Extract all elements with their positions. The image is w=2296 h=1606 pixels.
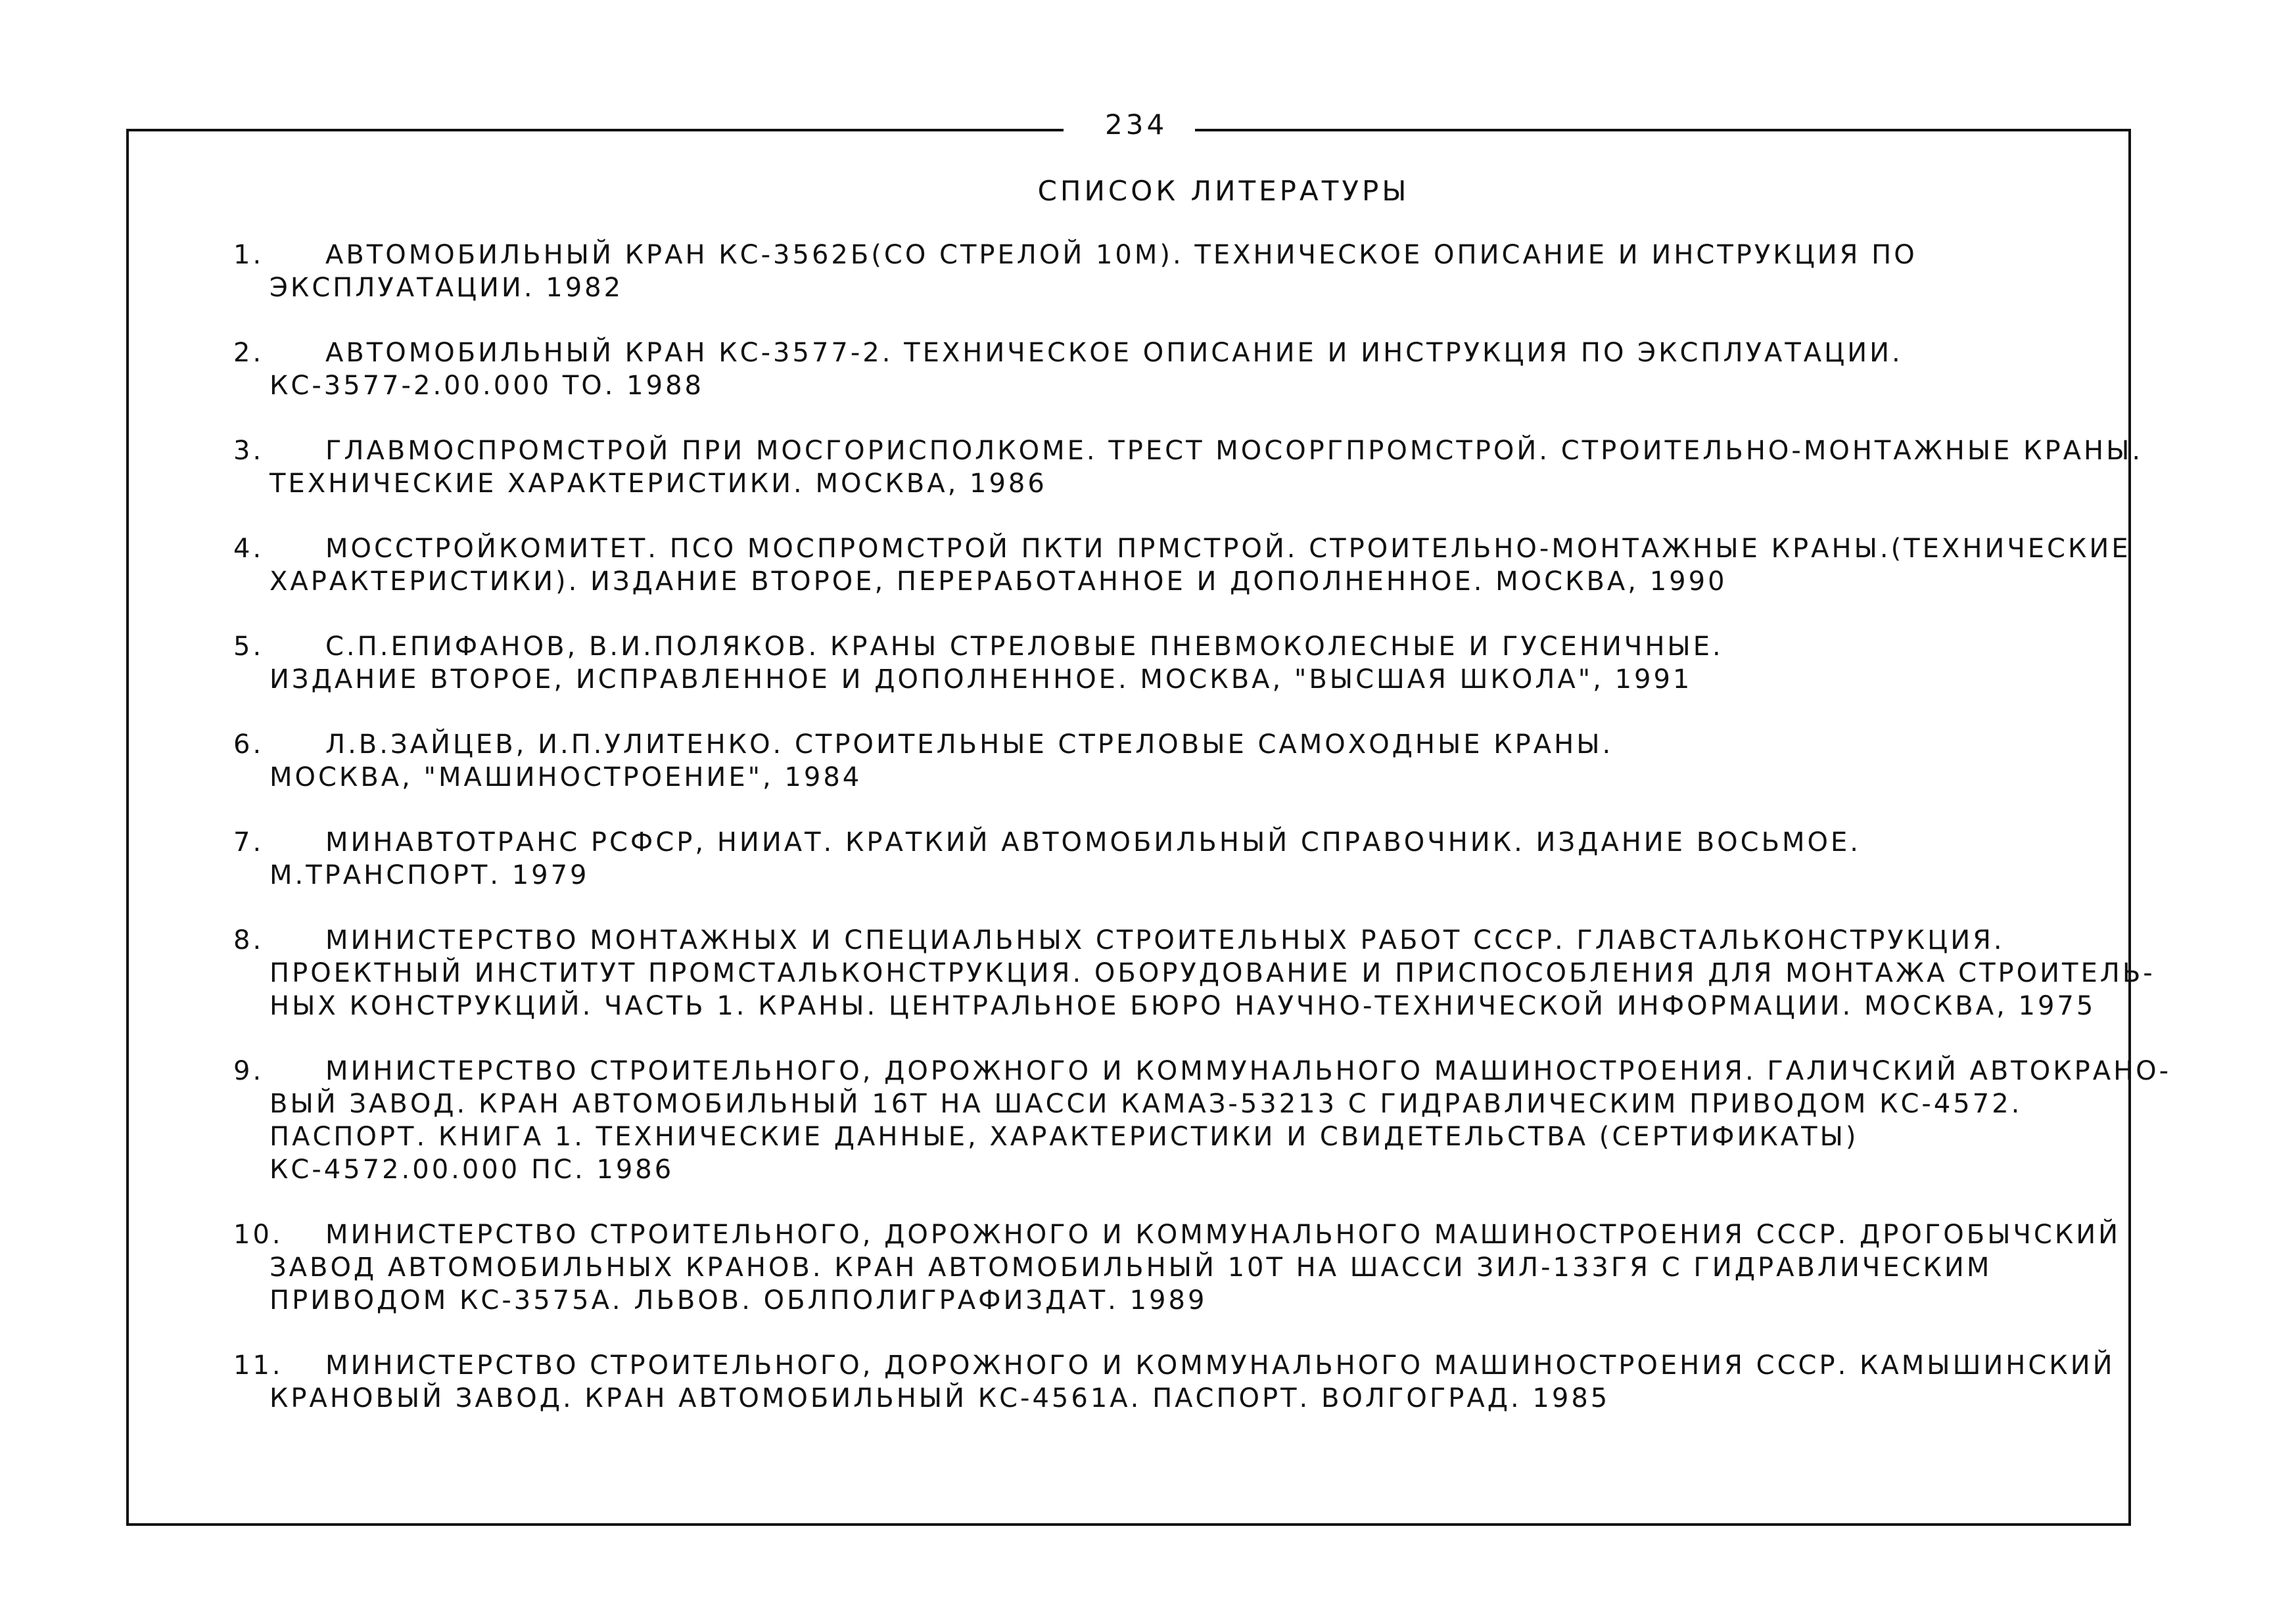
reference-text-line: ЗАВОД АВТОМОБИЛЬНЫХ КРАНОВ. КРАН АВТОМОБИЛЬНЫЙ 10Т НА ШАССИ ЗИЛ-133ГЯ С ГИДРАВЛИЧЕСКИМ bbox=[269, 1252, 1992, 1283]
reference-number: 6. bbox=[233, 729, 264, 760]
reference-text-line: МИНИСТЕРСТВО СТРОИТЕЛЬНОГО, ДОРОЖНОГО И КОММУНАЛЬНОГО МАШИНОСТРОЕНИЯ СССР. ДРОГОБЫЧСКИЙ bbox=[325, 1220, 2121, 1250]
reference-number: 1. bbox=[233, 240, 264, 270]
reference-number: 4. bbox=[233, 534, 264, 564]
reference-text-line: ХАРАКТЕРИСТИКИ). ИЗДАНИЕ ВТОРОЕ, ПЕРЕРАБОТАННОЕ И ДОПОЛНЕННОЕ. МОСКВА, 1990 bbox=[269, 566, 1727, 597]
reference-text-line: АВТОМОБИЛЬНЫЙ КРАН КС-3577-2. ТЕХНИЧЕСКОЕ ОПИСАНИЕ И ИНСТРУКЦИЯ ПО ЭКСПЛУАТАЦИИ. bbox=[325, 338, 1903, 368]
reference-item bbox=[233, 239, 2126, 304]
reference-text-line: ВЫЙ ЗАВОД. КРАН АВТОМОБИЛЬНЫЙ 16Т НА ШАССИ КАМАЗ-53213 С ГИДРАВЛИЧЕСКИМ ПРИВОДОМ КС-4572. bbox=[269, 1089, 2023, 1119]
reference-item bbox=[233, 434, 2144, 500]
reference-text-line: ИЗДАНИЕ ВТОРОЕ, ИСПРАВЛЕННОЕ И ДОПОЛНЕННОЕ. МОСКВА, "ВЫСШАЯ ШКОЛА", 1991 bbox=[269, 664, 1693, 695]
reference-text-line: ТЕХНИЧЕСКИЕ ХАРАКТЕРИСТИКИ. МОСКВА, 1986 bbox=[269, 469, 1047, 499]
reference-number: 10. bbox=[233, 1220, 283, 1250]
reference-item bbox=[233, 532, 2131, 598]
reference-text-line: С.П.ЕПИФАНОВ, В.И.ПОЛЯКОВ. КРАНЫ СТРЕЛОВЫЕ ПНЕВМОКОЛЕСНЫЕ И ГУСЕНИЧНЫЕ. bbox=[325, 631, 1723, 662]
reference-text-line: НЫХ КОНСТРУКЦИЙ. ЧАСТЬ 1. КРАНЫ. ЦЕНТРАЛЬНОЕ БЮРО НАУЧНО-ТЕХНИЧЕСКОЙ ИНФОРМАЦИИ. МОСКВА, 1975 bbox=[269, 991, 2096, 1021]
reference-text-line: АВТОМОБИЛЬНЫЙ КРАН КС-3562Б(СО СТРЕЛОЙ 10М). ТЕХНИЧЕСКОЕ ОПИСАНИЕ И ИНСТРУКЦИЯ ПО bbox=[325, 240, 1917, 270]
reference-item bbox=[233, 924, 2155, 1022]
bibliography-title: СПИСОК ЛИТЕРАТУРЫ bbox=[1037, 175, 1410, 207]
reference-text-line: ГЛАВМОСПРОМСТРОЙ ПРИ МОСГОРИСПОЛКОМЕ. ТРЕСТ МОСОРГПРОМСТРОЙ. СТРОИТЕЛЬНО-МОНТАЖНЫЕ КРАНЫ. bbox=[325, 436, 2144, 466]
reference-item bbox=[233, 630, 2126, 696]
reference-item bbox=[233, 1055, 2172, 1186]
reference-text-line: КС-4572.00.000 ПС. 1986 bbox=[269, 1155, 674, 1185]
reference-text-line: МОСКВА, "МАШИНОСТРОЕНИЕ", 1984 bbox=[269, 762, 862, 792]
reference-number: 2. bbox=[233, 338, 264, 368]
reference-item bbox=[233, 1218, 2126, 1317]
reference-text-line: МОССТРОЙКОМИТЕТ. ПСО МОСПРОМСТРОЙ ПКТИ ПРМСТРОЙ. СТРОИТЕЛЬНО-МОНТАЖНЫЕ КРАНЫ.(ТЕХНИЧЕСКИЕ bbox=[325, 534, 2131, 564]
reference-item bbox=[233, 826, 2126, 892]
reference-number: 3. bbox=[233, 436, 264, 466]
reference-number: 5. bbox=[233, 631, 264, 662]
reference-number: 9. bbox=[233, 1056, 264, 1086]
reference-number: 11. bbox=[233, 1350, 283, 1381]
reference-text-line: М.ТРАНСПОРТ. 1979 bbox=[269, 860, 590, 890]
reference-text-line: МИНИСТЕРСТВО СТРОИТЕЛЬНОГО, ДОРОЖНОГО И КОММУНАЛЬНОГО МАШИНОСТРОЕНИЯ. ГАЛИЧСКИЙ АВТОКРАНО- bbox=[325, 1056, 2172, 1086]
reference-text-line: МИНИСТЕРСТВО МОНТАЖНЫХ И СПЕЦИАЛЬНЫХ СТРОИТЕЛЬНЫХ РАБОТ СССР. ГЛАВСТАЛЬКОНСТРУКЦИЯ. bbox=[325, 925, 2005, 955]
reference-text-line: КС-3577-2.00.000 ТО. 1988 bbox=[269, 371, 704, 401]
reference-text-line: ПРОЕКТНЫЙ ИНСТИТУТ ПРОМСТАЛЬКОНСТРУКЦИЯ. ОБОРУДОВАНИЕ И ПРИСПОСОБЛЕНИЯ ДЛЯ МОНТАЖА СТРОИТЕЛЬ- bbox=[269, 958, 2155, 988]
reference-item bbox=[233, 336, 2126, 402]
reference-text-line: ЭКСПЛУАТАЦИИ. 1982 bbox=[269, 273, 624, 303]
reference-number: 8. bbox=[233, 925, 264, 955]
reference-text-line: МИНАВТОТРАНС РСФСР, НИИАТ. КРАТКИЙ АВТОМОБИЛЬНЫЙ СПРАВОЧНИК. ИЗДАНИЕ ВОСЬМОЕ. bbox=[325, 827, 1861, 858]
reference-text-line: МИНИСТЕРСТВО СТРОИТЕЛЬНОГО, ДОРОЖНОГО И КОММУНАЛЬНОГО МАШИНОСТРОЕНИЯ СССР. КАМЫШИНСКИЙ bbox=[325, 1350, 2115, 1381]
reference-number: 7. bbox=[233, 827, 264, 858]
reference-text-line: ПРИВОДОМ КС-3575А. ЛЬВОВ. ОБЛПОЛИГРАФИЗДАТ. 1989 bbox=[269, 1285, 1207, 1316]
reference-item bbox=[233, 728, 2126, 794]
reference-text-line: КРАНОВЫЙ ЗАВОД. КРАН АВТОМОБИЛЬНЫЙ КС-4561А. ПАСПОРТ. ВОЛГОГРАД. 1985 bbox=[269, 1383, 1610, 1413]
page-number: 234 bbox=[1101, 108, 1171, 141]
reference-text-line: Л.В.ЗАЙЦЕВ, И.П.УЛИТЕНКО. СТРОИТЕЛЬНЫЕ СТРЕЛОВЫЕ САМОХОДНЫЕ КРАНЫ. bbox=[325, 729, 1614, 760]
reference-text-line: ПАСПОРТ. КНИГА 1. ТЕХНИЧЕСКИЕ ДАННЫЕ, ХАРАКТЕРИСТИКИ И СВИДЕТЕЛЬСТВА (СЕРТИФИКАТЫ) bbox=[269, 1122, 1859, 1152]
reference-list bbox=[233, 239, 2172, 1447]
reference-item bbox=[233, 1349, 2126, 1415]
